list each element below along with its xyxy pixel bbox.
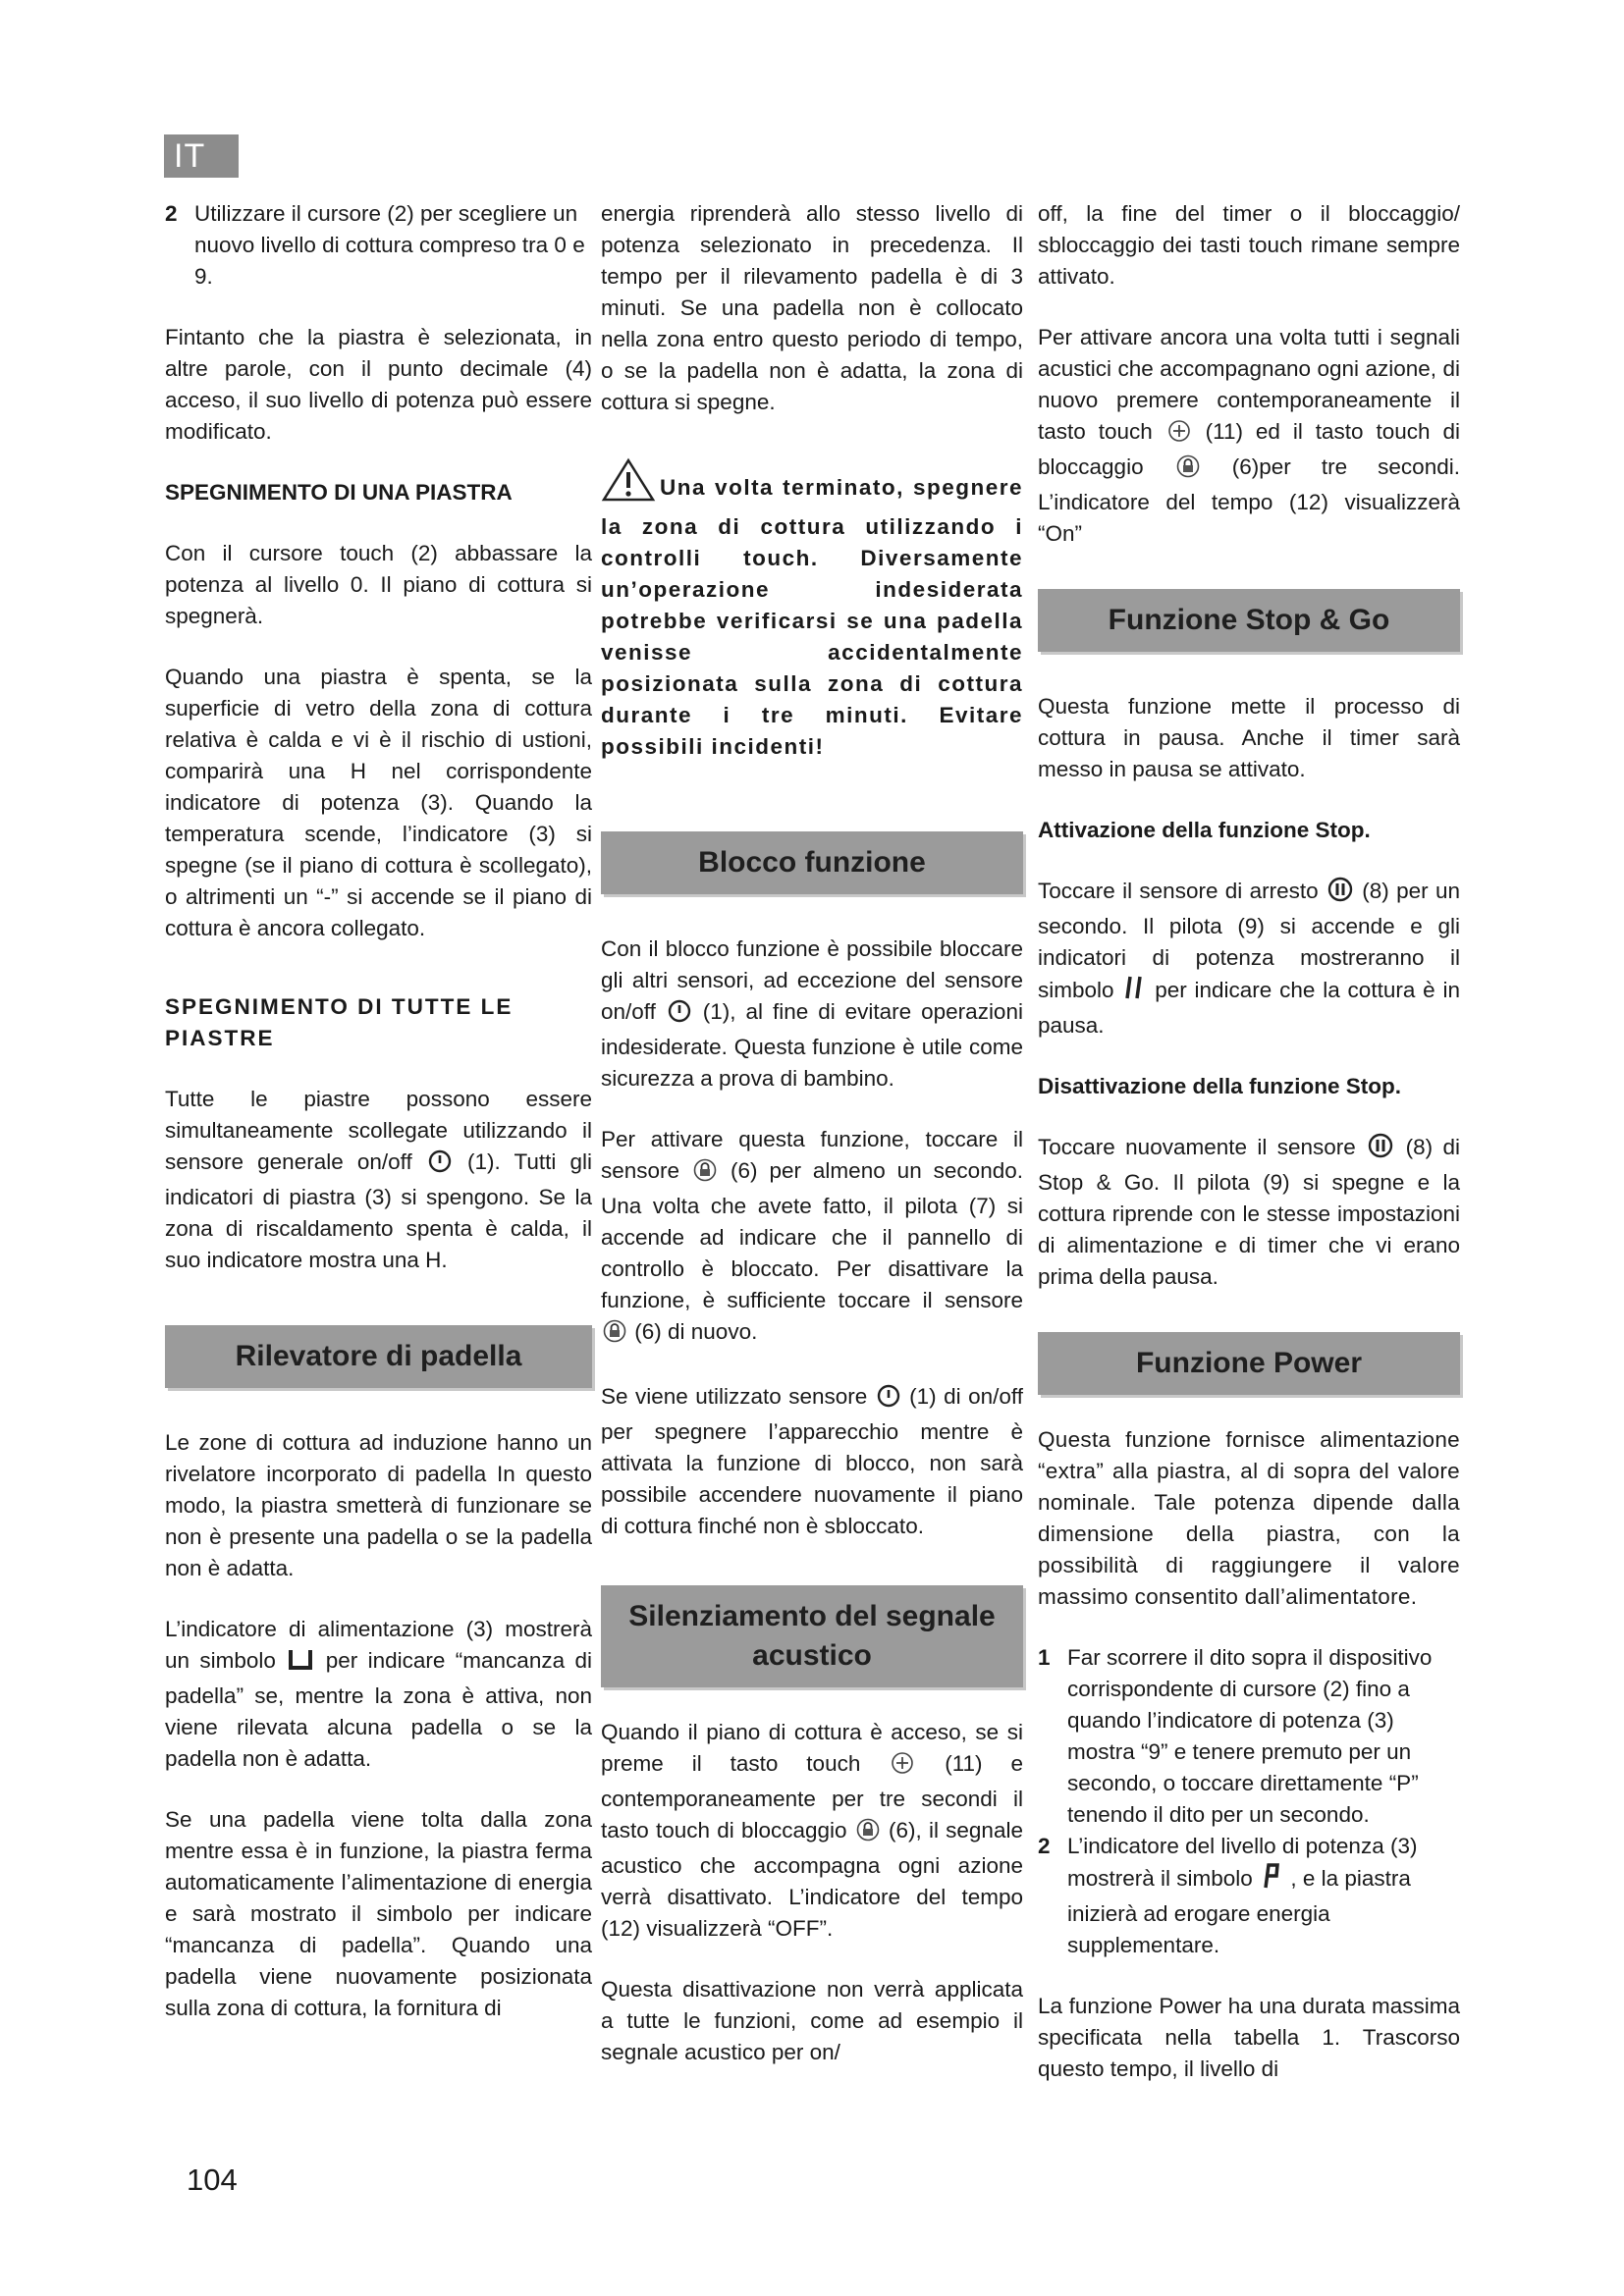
pause-icon xyxy=(1327,877,1353,911)
paragraph xyxy=(601,934,1023,1095)
paragraph xyxy=(601,1381,1023,1542)
paragraph: Con il cursore touch (2) abbassare la potenza al livello 0. Il piano di cottura si spegnerà. xyxy=(165,541,592,628)
text: per indicare “mancanza di padella” se, mentre la zona è attiva, non viene rilevata alcuna padella o se la padella non è adatta. xyxy=(165,1648,592,1771)
list-number: 2 xyxy=(1038,1834,1051,1858)
section-title-stop-go: Funzione Stop & Go xyxy=(1038,589,1460,652)
section-title-rilevatore: Rilevatore di padella xyxy=(165,1325,592,1388)
column-2 xyxy=(601,198,1023,2068)
text: , e la piastra inizierà ad erogare energia supplementare. xyxy=(1067,1866,1411,1957)
text: (6) per almeno un secondo. Una volta che avete fatto, il pilota (7) si accende ad indicare che il pannello di controllo è bloccato. Per disattivare la funzione, è sufficiente toccare il sensore xyxy=(601,1158,1023,1312)
text: Tutte le piastre possono essere simultaneamente scollegate utilizzando il sensore generale on/off xyxy=(165,1087,592,1174)
warning-text: Una volta terminato, spegnere la zona di cottura utilizzando i controlli touch. Diversamente un’operazione indesiderata potrebbe verificarsi se una padella venisse accidentalmente posizionata sulla zona di cottura durante i tre minuti. Evitare possibili incidenti! xyxy=(601,475,1023,759)
heading-attivazione-stop: Attivazione della funzione Stop. xyxy=(1038,818,1371,842)
text: (11) e contemporaneamente per tre secondi il tasto touch di bloccaggio xyxy=(601,1751,1023,1842)
paragraph xyxy=(601,1124,1023,1352)
paragraph: Le zone di cottura ad induzione hanno un rivelatore incorporato di padella In questo modo, la piastra smetterà di funzionare se non è presente una padella o se la padella non è adatta. xyxy=(165,1430,592,1580)
power-icon xyxy=(428,1149,452,1182)
paragraph xyxy=(1038,1132,1460,1293)
heading-spegnimento-piastra: SPEGNIMENTO DI UNA PIASTRA xyxy=(165,480,513,505)
paragraph: Se una padella viene tolta dalla zona mentre essa è in funzione, la piastra ferma automaticamente l’alimentazione di energia e sarà mostrato il simbolo per indicare “mancanza di padella”. Quando una padella viene nuovamente posizionata sulla zona di cottura, la fornitura di xyxy=(165,1807,592,2020)
pause-icon xyxy=(1368,1133,1393,1167)
section-title-silenziamento: Silenziamento del segnale acustico xyxy=(601,1585,1023,1687)
pause-symbol-icon xyxy=(1123,974,1145,1010)
column-3 xyxy=(1038,198,1460,2085)
lock-icon xyxy=(856,1818,880,1850)
text: (6) di nuovo. xyxy=(634,1319,758,1344)
page-number: 104 xyxy=(187,2163,238,2197)
warning-triangle-icon xyxy=(601,457,656,511)
text: per indicare che la cottura è in pausa. xyxy=(1038,978,1460,1038)
plus-icon xyxy=(1167,419,1191,452)
paragraph: Questa funzione fornisce alimentazione “extra” alla piastra, al di sopra del valore nominale. Tale potenza dipende dalla dimensione della piastra, con la possibilità di raggiungere il valore massimo consentito dall’alimentatore. xyxy=(1038,1427,1460,1609)
section-title-blocco: Blocco funzione xyxy=(601,831,1023,894)
language-badge: IT xyxy=(164,134,239,178)
text: Con il blocco funzione è possibile bloccare gli altri sensori, ad eccezione del sensore on/off xyxy=(601,936,1023,1024)
list-text xyxy=(1067,1831,1460,1961)
paragraph: off, la fine del timer o il bloccaggio/ sbloccaggio dei tasti touch rimane sempre attivato. xyxy=(1038,201,1460,289)
heading-spegnimento-tutte: SPEGNIMENTO DI TUTTE LE PIASTRE xyxy=(165,994,514,1050)
lock-icon xyxy=(1176,454,1200,487)
paragraph: Fintanto che la piastra è selezionata, in altre parole, con il punto decimale (4) acceso, il suo livello di potenza può essere modificato. xyxy=(165,325,592,444)
numbered-list xyxy=(1038,1642,1460,1961)
paragraph xyxy=(1038,876,1460,1041)
paragraph: Quando una piastra è spenta, se la superficie di vetro della zona di cottura relativa è calda e vi è il rischio di ustioni, comparirà una H nel corrispondente indicatore di potenza (3). Quando la temperatura scende, l’indicatore (3) si spegne (se il piano di cottura è scollegato), o altrimenti un “-” si accende se il piano di cottura è ancora collegato. xyxy=(165,665,592,940)
text: Se viene utilizzato sensore xyxy=(601,1384,868,1409)
power-icon xyxy=(668,999,691,1032)
list-number: 2 xyxy=(165,201,178,226)
text: Toccare nuovamente il sensore xyxy=(1038,1135,1356,1159)
list-item xyxy=(165,198,592,293)
text: (6)per tre secondi. L’indicatore del tempo (12) visualizzerà “On” xyxy=(1038,454,1460,546)
list-item xyxy=(1038,1831,1460,1961)
paragraph xyxy=(165,1084,592,1276)
text: (8) per un secondo. Il pilota (9) si accende e gli indicatori di potenza mostreranno il simbolo xyxy=(1038,879,1460,1002)
text: L’indicatore di alimentazione (3) mostrerà un simbolo xyxy=(165,1617,592,1673)
paragraph: Questa disattivazione non verrà applicata a tutte le funzioni, come ad esempio il segnale acustico per on/ xyxy=(601,1977,1023,2064)
paragraph: La funzione Power ha una durata massima specificata nella tabella 1. Trascorso questo tempo, il livello di xyxy=(1038,1994,1460,2081)
text: (1) di on/off per spegnere l’apparecchio mentre è attivata la funzione di blocco, non sarà possibile accendere nuovamente il piano di cottura finché non è sbloccato. xyxy=(601,1384,1023,1538)
text: Per attivare ancora una volta tutti i segnali acustici che accompagnano ogni azione, di nuovo premere contemporaneamente il tasto touch xyxy=(1038,325,1460,444)
power-boost-symbol-icon xyxy=(1261,1862,1282,1898)
text: Quando il piano di cottura è acceso, se si preme il tasto touch xyxy=(601,1720,1023,1776)
paragraph: Questa funzione mette il processo di cottura in pausa. Anche il timer sarà messo in pausa se attivato. xyxy=(1038,694,1460,781)
section-title-power: Funzione Power xyxy=(1038,1332,1460,1395)
text: Per attivare questa funzione, toccare il sensore xyxy=(601,1127,1023,1183)
lock-icon xyxy=(603,1319,626,1352)
warning-block xyxy=(601,457,1023,763)
plus-icon xyxy=(891,1751,914,1784)
lock-icon xyxy=(693,1158,717,1191)
text: L’indicatore del livello di potenza (3) mostrerà il simbolo xyxy=(1067,1834,1418,1891)
paragraph: energia riprenderà allo stesso livello di potenza selezionato in precedenza. Il tempo per il rilevamento padella è di 3 minuti. Se una padella non è collocato nella zona entro questo periodo di tempo, o se la padella non è adatta, la zona di cottura si spegne. xyxy=(601,201,1023,414)
text: (8) di Stop & Go. Il pilota (9) si spegne e la cottura riprende con le stesse impostazioni di alimentazione e di timer che vi erano prima della pausa. xyxy=(1038,1135,1460,1289)
text: (11) ed il tasto touch di bloccaggio xyxy=(1038,419,1460,479)
column-1 xyxy=(165,198,592,2024)
no-pan-symbol-icon xyxy=(288,1648,313,1681)
text: (1), al fine di evitare operazioni indesiderate. Questa funzione è utile come sicurezza a prova di bambino. xyxy=(601,999,1023,1091)
list-text: Utilizzare il cursore (2) per scegliere un nuovo livello di cottura compreso tra 0 e 9. xyxy=(194,201,585,289)
list-number: 1 xyxy=(1038,1645,1051,1670)
list-item xyxy=(1038,1642,1460,1831)
power-icon xyxy=(877,1384,900,1416)
paragraph xyxy=(1038,322,1460,550)
heading-disattivazione-stop: Disattivazione della funzione Stop. xyxy=(1038,1074,1402,1098)
text: (1). Tutti gli indicatori di piastra (3) si spengono. Se la zona di riscaldamento spenta è calda, il suo indicatore mostra una H. xyxy=(165,1149,592,1272)
text: (6), il segnale acustico che accompagna ogni azione verrà disattivato. L’indicatore del tempo (12) visualizzerà “OFF”. xyxy=(601,1818,1023,1941)
list-text: Far scorrere il dito sopra il dispositivo corrispondente di cursore (2) fino a quando l’indicatore di potenza (3) mostra “9” e tenere premuto per un secondo, o toccare direttamente “P” tenendo il dito per un secondo. xyxy=(1067,1645,1433,1827)
paragraph xyxy=(165,1614,592,1775)
text: Toccare il sensore di arresto xyxy=(1038,879,1319,903)
paragraph xyxy=(601,1717,1023,1945)
